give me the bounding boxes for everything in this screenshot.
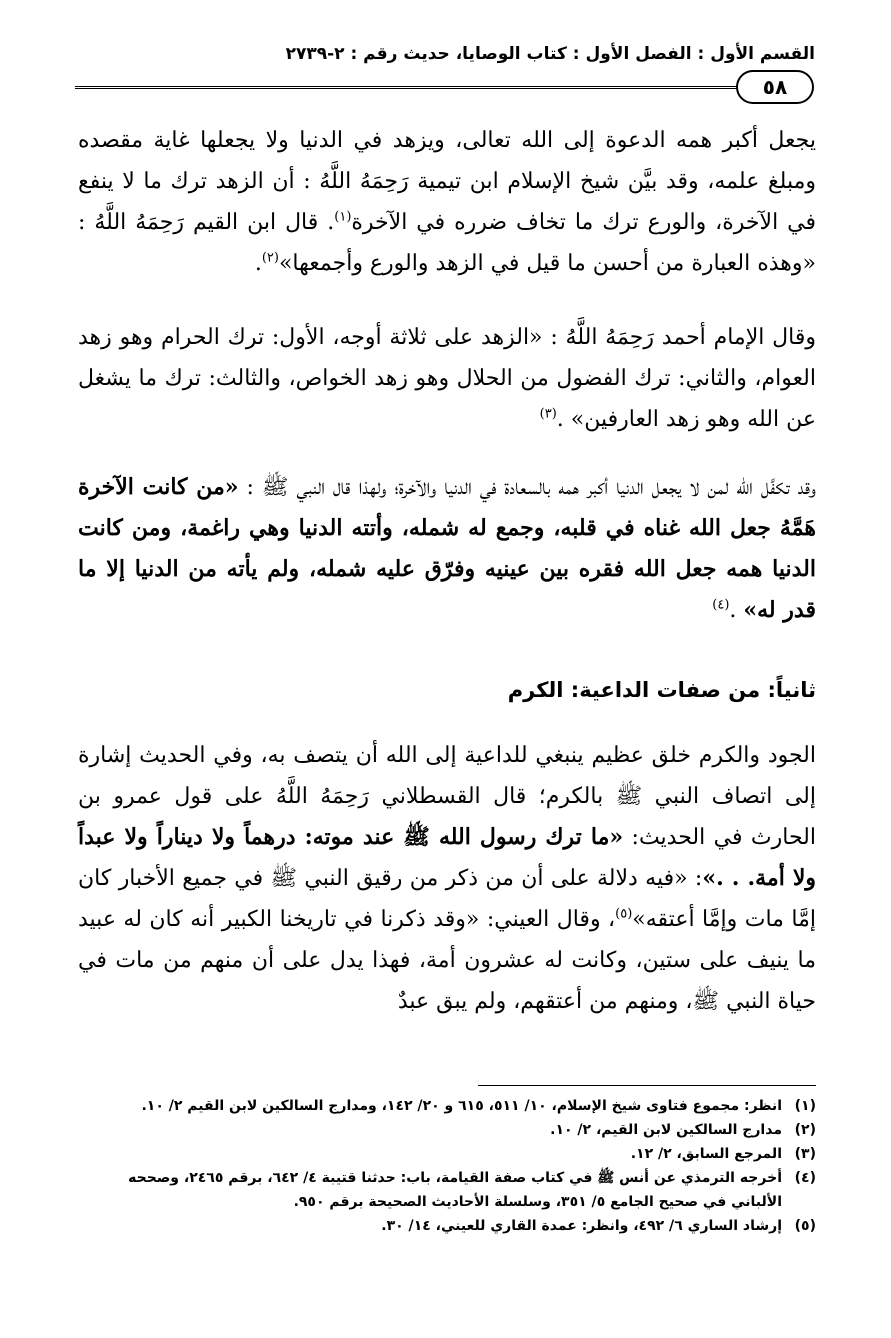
paragraph-1-end: . bbox=[254, 251, 262, 276]
footnote-5 bbox=[78, 1214, 816, 1238]
paragraph-3-end: . bbox=[729, 598, 744, 623]
footnotes bbox=[78, 1094, 816, 1238]
paragraph-2-text: وقال الإمام أحمد رَحِمَهُ اللَّهُ : «الزهد على ثلاثة أوجه، الأول: ترك الحرام وهو زهد العوام، والثاني: ترك الفضول من الحلال وهو زهد الخواص، والثالث: ترك ما يشغل عن الله وهو زهد العارفين» . bbox=[78, 325, 816, 432]
footnote-3 bbox=[78, 1142, 816, 1166]
paragraph-1-text-2: . قال ابن القيم رَحِمَهُ اللَّهُ : «وهذه العبارة من أحسن ما قيل في الزهد والورع وأجمعها» bbox=[78, 210, 816, 276]
footnote-1 bbox=[78, 1094, 816, 1118]
footnote-text: إرشاد الساري ٦/ ٤٩٢، وانظر: عمدة القاري للعيني، ١٤/ ٣٠. bbox=[381, 1218, 782, 1234]
footnote-2 bbox=[78, 1118, 816, 1142]
footnote-ref-3: (٣) bbox=[539, 406, 557, 422]
footnote-ref-4: (٤) bbox=[712, 597, 730, 613]
footnote-rule bbox=[478, 1085, 816, 1086]
footnote-ref-1: (١) bbox=[334, 209, 352, 225]
footnote-ref-2: (٢) bbox=[261, 250, 279, 266]
page-number: ٥٨ bbox=[736, 70, 814, 104]
hadith-quote-1: «من كانت الآخرة هَمَّهُ جعل الله غناه في قلبه، وجمع له شمله، وأتته الدنيا وهي راغمة، ومن كانت الدنيا همه جعل الله فقره بين عينيه وفرّق عليه شمله، ولم يأته من الدنيا إلا ما قدر له» bbox=[78, 474, 816, 623]
running-header: القسم الأول : الفصل الأول : كتاب الوصايا، حديث رقم : ٢-٢٧٣٩ bbox=[285, 44, 815, 64]
paragraph-4 bbox=[78, 735, 816, 1022]
footnote-text: مدارج السالكين لابن القيم، ٢/ ١٠. bbox=[550, 1122, 782, 1138]
section-heading: ثانياً: من صفات الداعية: الكرم bbox=[507, 678, 816, 702]
paragraph-4-text-2: : «فيه دلالة على أن من ذكر من رقيق النبي ﷺ في جميع الأخبار كان إمَّا مات وإمَّا أعتقه» bbox=[78, 866, 817, 932]
footnote-number: (٢) bbox=[794, 1122, 816, 1138]
footnote-number: (١) bbox=[794, 1098, 816, 1114]
hadith-quote-2: «ما ترك رسول الله ﷺ عند موته: درهماً ولا ديناراً ولا عبداً ولا أمة. . .» bbox=[78, 824, 816, 891]
paragraph-3 bbox=[78, 467, 816, 631]
footnote-text: أخرجه الترمذي عن أنس ﷺ في كتاب صفة القيامة، باب: حدثنا قتيبة ٤/ ٦٤٢، برقم ٢٤٦٥، وصححه الألباني في صحيح الجامع ٥/ ٣٥١، وسلسلة الأحاديث الصحيحة برقم ٩٥٠. bbox=[128, 1170, 782, 1210]
paragraph-4-text: الجود والكرم خلق عظيم ينبغي للداعية إلى الله أن يتصف به، وفي الحديث إشارة إلى اتصاف النبي ﷺ بالكرم؛ قال القسطلاني رَحِمَهُ اللَّهُ على قول عمرو بن الحارث في الحديث: bbox=[78, 743, 816, 850]
footnote-number: (٤) bbox=[794, 1170, 816, 1186]
footnote-text: انظر: مجموع فتاوى شيخ الإسلام، ١٠/ ٥١١، ٦١٥ و ٢٠/ ١٤٢، ومدارج السالكين لابن القيم ٢/ ١٠. bbox=[141, 1098, 782, 1114]
footnote-4 bbox=[78, 1166, 816, 1214]
footnote-number: (٣) bbox=[794, 1146, 816, 1162]
footnote-number: (٥) bbox=[794, 1218, 816, 1234]
paragraph-2 bbox=[78, 317, 816, 440]
footnote-text: المرجع السابق، ٢/ ١٢. bbox=[630, 1146, 782, 1162]
paragraph-1-text: يجعل أكبر همه الدعوة إلى الله تعالى، ويزهد في الدنيا ولا يجعلها غاية مقصده ومبلغ علمه، وقد بيَّن شيخ الإسلام ابن تيمية رَحِمَهُ اللَّهُ : أن الزهد ترك ما لا ينفع في الآخرة، والورع ترك ما تخاف ضرره في الآخرة bbox=[78, 128, 817, 235]
footnote-ref-5: (٥) bbox=[615, 906, 633, 922]
paragraph-4-text-3: ، وقال العيني: «وقد ذكرنا في تاريخنا الكبير أنه كان له عبيد ما ينيف على ستين، وكانت له عشرون أمة، فهذا يدل على أن منهم من مات في حياة النبي ﷺ، ومنهم من أعتقهم، ولم يبق عبدٌ bbox=[78, 907, 816, 1014]
paragraph-1 bbox=[78, 120, 816, 284]
header-rule bbox=[75, 86, 737, 89]
paragraph-3-text: وقد تكفَّل الله لمن لا يجعل الدنيا أكبر همه بالسعادة في الدنيا والآخرة؛ ولهذا قال النبي ﷺ : bbox=[238, 475, 816, 500]
